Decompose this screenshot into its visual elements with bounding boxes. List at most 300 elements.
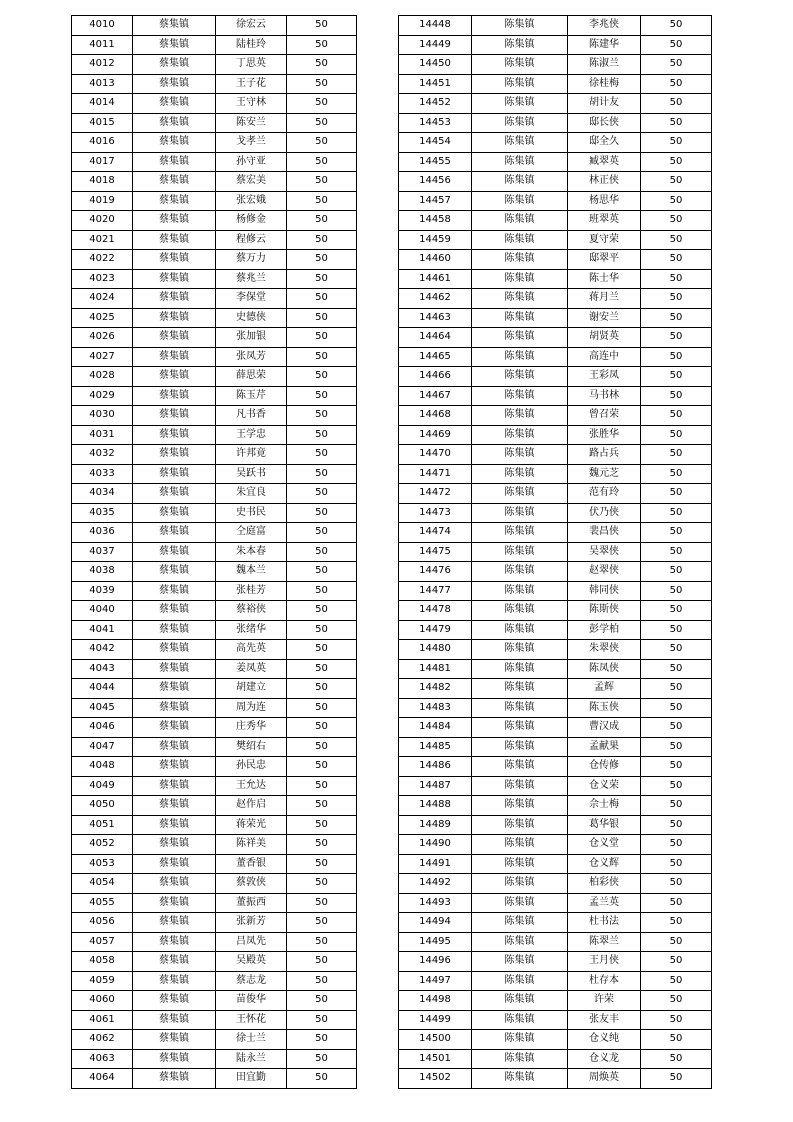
town-cell: 蔡集镇 bbox=[133, 328, 216, 348]
amount-cell: 50 bbox=[287, 230, 357, 250]
table-row bbox=[72, 445, 357, 465]
town-cell: 陈集镇 bbox=[472, 932, 568, 952]
table-row bbox=[399, 698, 712, 718]
name-cell: 范有玲 bbox=[568, 484, 641, 504]
name-cell: 仓义辉 bbox=[568, 854, 641, 874]
table-row bbox=[399, 16, 712, 36]
town-cell: 陈集镇 bbox=[472, 367, 568, 387]
serial-number-cell: 4058 bbox=[72, 952, 133, 972]
name-cell: 徐桂梅 bbox=[568, 74, 641, 94]
name-cell: 孟献果 bbox=[568, 737, 641, 757]
table-row bbox=[72, 55, 357, 75]
amount-cell: 50 bbox=[641, 386, 712, 406]
name-cell: 王允达 bbox=[216, 776, 287, 796]
table-row bbox=[399, 991, 712, 1011]
amount-cell: 50 bbox=[641, 542, 712, 562]
name-cell: 吕凤先 bbox=[216, 932, 287, 952]
name-cell: 韩同侠 bbox=[568, 581, 641, 601]
table-row bbox=[72, 289, 357, 309]
town-cell: 蔡集镇 bbox=[133, 776, 216, 796]
table-row bbox=[72, 191, 357, 211]
town-cell: 陈集镇 bbox=[472, 659, 568, 679]
table-row bbox=[399, 230, 712, 250]
town-cell: 蔡集镇 bbox=[133, 94, 216, 114]
town-cell: 蔡集镇 bbox=[133, 815, 216, 835]
table-row bbox=[399, 679, 712, 699]
table-row bbox=[72, 406, 357, 426]
amount-cell: 50 bbox=[641, 679, 712, 699]
table-row bbox=[72, 16, 357, 36]
amount-cell: 50 bbox=[287, 191, 357, 211]
amount-cell: 50 bbox=[287, 835, 357, 855]
name-cell: 丁思英 bbox=[216, 55, 287, 75]
town-cell: 蔡集镇 bbox=[133, 620, 216, 640]
table-row bbox=[399, 971, 712, 991]
name-cell: 庄秀华 bbox=[216, 718, 287, 738]
serial-number-cell: 14456 bbox=[399, 172, 472, 192]
name-cell: 王子花 bbox=[216, 74, 287, 94]
serial-number-cell: 4052 bbox=[72, 835, 133, 855]
serial-number-cell: 4064 bbox=[72, 1069, 133, 1089]
serial-number-cell: 14485 bbox=[399, 737, 472, 757]
table-row bbox=[72, 796, 357, 816]
serial-number-cell: 14458 bbox=[399, 211, 472, 231]
right-table bbox=[398, 15, 712, 1089]
town-cell: 陈集镇 bbox=[472, 815, 568, 835]
amount-cell: 50 bbox=[287, 152, 357, 172]
serial-number-cell: 14494 bbox=[399, 913, 472, 933]
name-cell: 彭学柏 bbox=[568, 620, 641, 640]
town-cell: 蔡集镇 bbox=[133, 484, 216, 504]
serial-number-cell: 4026 bbox=[72, 328, 133, 348]
name-cell: 董香银 bbox=[216, 854, 287, 874]
table-row bbox=[399, 94, 712, 114]
name-cell: 陆桂玲 bbox=[216, 35, 287, 55]
town-cell: 蔡集镇 bbox=[133, 367, 216, 387]
name-cell: 吴跃书 bbox=[216, 464, 287, 484]
amount-cell: 50 bbox=[641, 503, 712, 523]
name-cell: 张加银 bbox=[216, 328, 287, 348]
amount-cell: 50 bbox=[287, 211, 357, 231]
name-cell: 朱宜良 bbox=[216, 484, 287, 504]
table-row bbox=[72, 737, 357, 757]
name-cell: 高连中 bbox=[568, 347, 641, 367]
town-cell: 蔡集镇 bbox=[133, 523, 216, 543]
serial-number-cell: 4047 bbox=[72, 737, 133, 757]
amount-cell: 50 bbox=[287, 815, 357, 835]
table-row bbox=[72, 620, 357, 640]
serial-number-cell: 14484 bbox=[399, 718, 472, 738]
name-cell: 姜凤英 bbox=[216, 659, 287, 679]
serial-number-cell: 14482 bbox=[399, 679, 472, 699]
amount-cell: 50 bbox=[641, 1030, 712, 1050]
amount-cell: 50 bbox=[287, 562, 357, 582]
town-cell: 蔡集镇 bbox=[133, 74, 216, 94]
amount-cell: 50 bbox=[287, 484, 357, 504]
serial-number-cell: 14460 bbox=[399, 250, 472, 270]
serial-number-cell: 4040 bbox=[72, 601, 133, 621]
name-cell: 孟兰英 bbox=[568, 893, 641, 913]
name-cell: 田宜勤 bbox=[216, 1069, 287, 1089]
table-row bbox=[399, 172, 712, 192]
amount-cell: 50 bbox=[287, 425, 357, 445]
name-cell: 张凤芳 bbox=[216, 347, 287, 367]
table-row bbox=[399, 952, 712, 972]
table-row bbox=[72, 562, 357, 582]
amount-cell: 50 bbox=[287, 406, 357, 426]
amount-cell: 50 bbox=[641, 133, 712, 153]
name-cell: 陈玉芹 bbox=[216, 386, 287, 406]
name-cell: 张新芳 bbox=[216, 913, 287, 933]
name-cell: 王彩凤 bbox=[568, 367, 641, 387]
amount-cell: 50 bbox=[287, 464, 357, 484]
town-cell: 陈集镇 bbox=[472, 523, 568, 543]
amount-cell: 50 bbox=[641, 35, 712, 55]
name-cell: 苗俊华 bbox=[216, 991, 287, 1011]
amount-cell: 50 bbox=[287, 74, 357, 94]
table-row bbox=[399, 562, 712, 582]
town-cell: 蔡集镇 bbox=[133, 679, 216, 699]
serial-number-cell: 14501 bbox=[399, 1049, 472, 1069]
town-cell: 蔡集镇 bbox=[133, 542, 216, 562]
amount-cell: 50 bbox=[641, 328, 712, 348]
name-cell: 高先英 bbox=[216, 640, 287, 660]
town-cell: 蔡集镇 bbox=[133, 854, 216, 874]
serial-number-cell: 14474 bbox=[399, 523, 472, 543]
town-cell: 蔡集镇 bbox=[133, 971, 216, 991]
table-row bbox=[72, 971, 357, 991]
table-row bbox=[72, 94, 357, 114]
town-cell: 陈集镇 bbox=[472, 913, 568, 933]
name-cell: 胡建立 bbox=[216, 679, 287, 699]
table-row bbox=[399, 854, 712, 874]
town-cell: 陈集镇 bbox=[472, 35, 568, 55]
serial-number-cell: 4031 bbox=[72, 425, 133, 445]
amount-cell: 50 bbox=[641, 347, 712, 367]
table-row bbox=[399, 55, 712, 75]
serial-number-cell: 4025 bbox=[72, 308, 133, 328]
table-row bbox=[399, 133, 712, 153]
serial-number-cell: 14472 bbox=[399, 484, 472, 504]
town-cell: 蔡集镇 bbox=[133, 230, 216, 250]
town-cell: 陈集镇 bbox=[472, 640, 568, 660]
table-row bbox=[399, 152, 712, 172]
table-row bbox=[399, 874, 712, 894]
serial-number-cell: 4050 bbox=[72, 796, 133, 816]
name-cell: 杨思华 bbox=[568, 191, 641, 211]
serial-number-cell: 14470 bbox=[399, 445, 472, 465]
serial-number-cell: 14493 bbox=[399, 893, 472, 913]
table-row bbox=[72, 893, 357, 913]
name-cell: 孟辉 bbox=[568, 679, 641, 699]
town-cell: 陈集镇 bbox=[472, 503, 568, 523]
serial-number-cell: 14455 bbox=[399, 152, 472, 172]
serial-number-cell: 14477 bbox=[399, 581, 472, 601]
name-cell: 杜书法 bbox=[568, 913, 641, 933]
amount-cell: 50 bbox=[641, 601, 712, 621]
name-cell: 赵翠侠 bbox=[568, 562, 641, 582]
town-cell: 陈集镇 bbox=[472, 698, 568, 718]
amount-cell: 50 bbox=[287, 308, 357, 328]
name-cell: 许邦竟 bbox=[216, 445, 287, 465]
town-cell: 陈集镇 bbox=[472, 133, 568, 153]
amount-cell: 50 bbox=[641, 464, 712, 484]
serial-number-cell: 4032 bbox=[72, 445, 133, 465]
town-cell: 陈集镇 bbox=[472, 893, 568, 913]
amount-cell: 50 bbox=[287, 718, 357, 738]
serial-number-cell: 4056 bbox=[72, 913, 133, 933]
town-cell: 蔡集镇 bbox=[133, 191, 216, 211]
town-cell: 蔡集镇 bbox=[133, 347, 216, 367]
amount-cell: 50 bbox=[641, 269, 712, 289]
table-row bbox=[399, 659, 712, 679]
town-cell: 陈集镇 bbox=[472, 1010, 568, 1030]
name-cell: 路占兵 bbox=[568, 445, 641, 465]
town-cell: 蔡集镇 bbox=[133, 269, 216, 289]
town-cell: 蔡集镇 bbox=[133, 445, 216, 465]
amount-cell: 50 bbox=[641, 874, 712, 894]
town-cell: 陈集镇 bbox=[472, 952, 568, 972]
town-cell: 陈集镇 bbox=[472, 211, 568, 231]
amount-cell: 50 bbox=[641, 854, 712, 874]
name-cell: 徐宏云 bbox=[216, 16, 287, 36]
serial-number-cell: 4059 bbox=[72, 971, 133, 991]
amount-cell: 50 bbox=[287, 367, 357, 387]
table-row bbox=[72, 991, 357, 1011]
amount-cell: 50 bbox=[287, 1010, 357, 1030]
serial-number-cell: 14487 bbox=[399, 776, 472, 796]
amount-cell: 50 bbox=[287, 250, 357, 270]
name-cell: 张桂芳 bbox=[216, 581, 287, 601]
serial-number-cell: 14489 bbox=[399, 815, 472, 835]
table-row bbox=[72, 464, 357, 484]
amount-cell: 50 bbox=[641, 308, 712, 328]
left-table bbox=[71, 15, 357, 1089]
table-row bbox=[399, 640, 712, 660]
name-cell: 魏元芝 bbox=[568, 464, 641, 484]
serial-number-cell: 14466 bbox=[399, 367, 472, 387]
town-cell: 蔡集镇 bbox=[133, 250, 216, 270]
amount-cell: 50 bbox=[287, 269, 357, 289]
serial-number-cell: 14453 bbox=[399, 113, 472, 133]
town-cell: 陈集镇 bbox=[472, 854, 568, 874]
table-row bbox=[72, 503, 357, 523]
name-cell: 陈士华 bbox=[568, 269, 641, 289]
name-cell: 李兆侠 bbox=[568, 16, 641, 36]
table-row bbox=[399, 815, 712, 835]
town-cell: 蔡集镇 bbox=[133, 640, 216, 660]
serial-number-cell: 14448 bbox=[399, 16, 472, 36]
table-row bbox=[72, 230, 357, 250]
amount-cell: 50 bbox=[641, 932, 712, 952]
town-cell: 蔡集镇 bbox=[133, 874, 216, 894]
serial-number-cell: 4029 bbox=[72, 386, 133, 406]
serial-number-cell: 14499 bbox=[399, 1010, 472, 1030]
name-cell: 赵作启 bbox=[216, 796, 287, 816]
amount-cell: 50 bbox=[641, 230, 712, 250]
name-cell: 蔡宏美 bbox=[216, 172, 287, 192]
table-row bbox=[72, 328, 357, 348]
name-cell: 邸全久 bbox=[568, 133, 641, 153]
town-cell: 蔡集镇 bbox=[133, 991, 216, 1011]
name-cell: 裴昌侠 bbox=[568, 523, 641, 543]
town-cell: 陈集镇 bbox=[472, 1049, 568, 1069]
town-cell: 蔡集镇 bbox=[133, 1069, 216, 1089]
serial-number-cell: 4014 bbox=[72, 94, 133, 114]
town-cell: 蔡集镇 bbox=[133, 1030, 216, 1050]
name-cell: 伏乃侠 bbox=[568, 503, 641, 523]
serial-number-cell: 14473 bbox=[399, 503, 472, 523]
town-cell: 蔡集镇 bbox=[133, 737, 216, 757]
amount-cell: 50 bbox=[287, 1049, 357, 1069]
table-row bbox=[72, 211, 357, 231]
town-cell: 陈集镇 bbox=[472, 74, 568, 94]
table-row bbox=[72, 484, 357, 504]
amount-cell: 50 bbox=[287, 523, 357, 543]
amount-cell: 50 bbox=[287, 347, 357, 367]
name-cell: 仝庭富 bbox=[216, 523, 287, 543]
table-row bbox=[72, 581, 357, 601]
town-cell: 陈集镇 bbox=[472, 386, 568, 406]
name-cell: 凡书香 bbox=[216, 406, 287, 426]
amount-cell: 50 bbox=[641, 250, 712, 270]
table-row bbox=[399, 1049, 712, 1069]
amount-cell: 50 bbox=[641, 991, 712, 1011]
amount-cell: 50 bbox=[287, 737, 357, 757]
table-row bbox=[72, 308, 357, 328]
table-row bbox=[399, 35, 712, 55]
serial-number-cell: 4041 bbox=[72, 620, 133, 640]
town-cell: 蔡集镇 bbox=[133, 562, 216, 582]
town-cell: 陈集镇 bbox=[472, 152, 568, 172]
town-cell: 陈集镇 bbox=[472, 971, 568, 991]
table-row bbox=[399, 1069, 712, 1089]
table-row bbox=[72, 718, 357, 738]
town-cell: 蔡集镇 bbox=[133, 932, 216, 952]
amount-cell: 50 bbox=[641, 737, 712, 757]
serial-number-cell: 14488 bbox=[399, 796, 472, 816]
town-cell: 陈集镇 bbox=[472, 542, 568, 562]
table-row bbox=[399, 74, 712, 94]
town-cell: 蔡集镇 bbox=[133, 308, 216, 328]
name-cell: 班翠英 bbox=[568, 211, 641, 231]
table-row bbox=[72, 874, 357, 894]
amount-cell: 50 bbox=[287, 601, 357, 621]
serial-number-cell: 4042 bbox=[72, 640, 133, 660]
town-cell: 陈集镇 bbox=[472, 835, 568, 855]
serial-number-cell: 14465 bbox=[399, 347, 472, 367]
name-cell: 史德侠 bbox=[216, 308, 287, 328]
town-cell: 蔡集镇 bbox=[133, 718, 216, 738]
amount-cell: 50 bbox=[641, 562, 712, 582]
amount-cell: 50 bbox=[287, 386, 357, 406]
town-cell: 陈集镇 bbox=[472, 289, 568, 309]
name-cell: 马书林 bbox=[568, 386, 641, 406]
serial-number-cell: 4060 bbox=[72, 991, 133, 1011]
table-row bbox=[399, 796, 712, 816]
name-cell: 陈斯侠 bbox=[568, 601, 641, 621]
table-row bbox=[399, 425, 712, 445]
town-cell: 陈集镇 bbox=[472, 581, 568, 601]
town-cell: 陈集镇 bbox=[472, 776, 568, 796]
table-row bbox=[72, 854, 357, 874]
town-cell: 陈集镇 bbox=[472, 737, 568, 757]
amount-cell: 50 bbox=[287, 659, 357, 679]
amount-cell: 50 bbox=[641, 113, 712, 133]
town-cell: 蔡集镇 bbox=[133, 55, 216, 75]
name-cell: 吴翠侠 bbox=[568, 542, 641, 562]
table-row bbox=[399, 581, 712, 601]
name-cell: 董振西 bbox=[216, 893, 287, 913]
amount-cell: 50 bbox=[287, 94, 357, 114]
amount-cell: 50 bbox=[641, 971, 712, 991]
serial-number-cell: 14480 bbox=[399, 640, 472, 660]
town-cell: 陈集镇 bbox=[472, 425, 568, 445]
serial-number-cell: 4062 bbox=[72, 1030, 133, 1050]
serial-number-cell: 4030 bbox=[72, 406, 133, 426]
amount-cell: 50 bbox=[287, 776, 357, 796]
table-row bbox=[72, 1010, 357, 1030]
amount-cell: 50 bbox=[641, 913, 712, 933]
name-cell: 仓义荣 bbox=[568, 776, 641, 796]
table-row bbox=[72, 1030, 357, 1050]
serial-number-cell: 14497 bbox=[399, 971, 472, 991]
name-cell: 邸翠平 bbox=[568, 250, 641, 270]
table-row bbox=[72, 932, 357, 952]
amount-cell: 50 bbox=[287, 679, 357, 699]
name-cell: 蒋荣光 bbox=[216, 815, 287, 835]
town-cell: 陈集镇 bbox=[472, 113, 568, 133]
serial-number-cell: 4013 bbox=[72, 74, 133, 94]
amount-cell: 50 bbox=[641, 640, 712, 660]
town-cell: 蔡集镇 bbox=[133, 133, 216, 153]
amount-cell: 50 bbox=[287, 172, 357, 192]
amount-cell: 50 bbox=[641, 191, 712, 211]
town-cell: 蔡集镇 bbox=[133, 386, 216, 406]
serial-number-cell: 4037 bbox=[72, 542, 133, 562]
serial-number-cell: 4045 bbox=[72, 698, 133, 718]
table-row bbox=[72, 367, 357, 387]
town-cell: 陈集镇 bbox=[472, 191, 568, 211]
table-row bbox=[399, 406, 712, 426]
serial-number-cell: 4035 bbox=[72, 503, 133, 523]
amount-cell: 50 bbox=[641, 718, 712, 738]
name-cell: 陈淑兰 bbox=[568, 55, 641, 75]
name-cell: 曾召荣 bbox=[568, 406, 641, 426]
serial-number-cell: 4018 bbox=[72, 172, 133, 192]
table-row bbox=[399, 367, 712, 387]
amount-cell: 50 bbox=[287, 328, 357, 348]
town-cell: 蔡集镇 bbox=[133, 16, 216, 36]
town-cell: 陈集镇 bbox=[472, 172, 568, 192]
table-row bbox=[399, 445, 712, 465]
table-row bbox=[399, 893, 712, 913]
town-cell: 蔡集镇 bbox=[133, 952, 216, 972]
table-row bbox=[72, 113, 357, 133]
town-cell: 陈集镇 bbox=[472, 308, 568, 328]
amount-cell: 50 bbox=[641, 55, 712, 75]
table-row bbox=[399, 386, 712, 406]
town-cell: 蔡集镇 bbox=[133, 913, 216, 933]
amount-cell: 50 bbox=[287, 874, 357, 894]
name-cell: 蔡兆兰 bbox=[216, 269, 287, 289]
name-cell: 王守林 bbox=[216, 94, 287, 114]
amount-cell: 50 bbox=[641, 620, 712, 640]
serial-number-cell: 14491 bbox=[399, 854, 472, 874]
serial-number-cell: 14463 bbox=[399, 308, 472, 328]
town-cell: 蔡集镇 bbox=[133, 35, 216, 55]
serial-number-cell: 14498 bbox=[399, 991, 472, 1011]
